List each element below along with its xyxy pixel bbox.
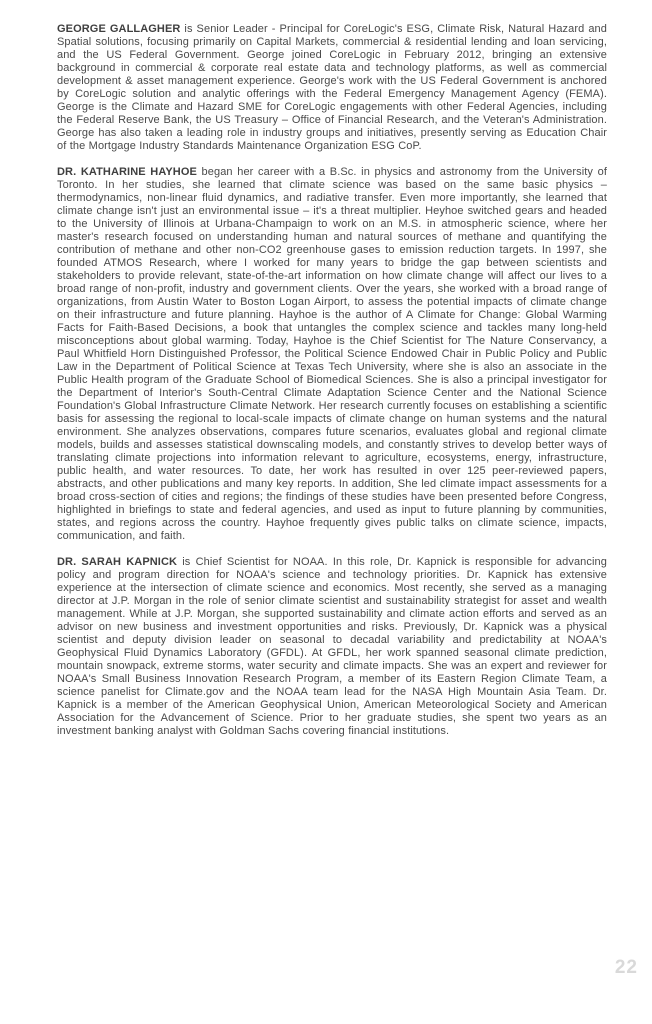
bio-name-george-gallagher: GEORGE GALLAGHER xyxy=(57,23,181,35)
bio-body-sarah-kapnick: is Chief Scientist for NOAA. In this role, Dr. Kapnick is responsible for advancing policy and program direction for NOAA's science and technology priorities. Dr. Kapnick has extensive experience at the intersection of climate science and economics. Most recently, she served as a managing director at J.P. Morgan in the role of senior climate scientist and sustainability strategist for asset and wealth management. While at J.P. Morgan, she supported sustainability and climate action efforts and served as an advisor on new business and investment opportunities and risks. Previously, Dr. Kapnick was a physical scientist and deputy division leader on seasonal to decadal variability and predictability at NOAA's Geophysical Fluid Dynamics Laboratory (GFDL). At GFDL, her work spanned seasonal climate prediction, mountain snowpack, extreme storms, water security and climate impacts. She was an expert and reviewer for NOAA's Small Business Innovation Research Program, a member of its Eastern Region Climate Team, a science panelist for Climate.gov and the NOAA team lead for the NASA High Mountain Asia Team. Dr. Kapnick is a member of the American Geophysical Union, American Meteorological Society and American Association for the Advancement of Science. Prior to her graduate studies, she spent two years as an investment banking analyst with Goldman Sachs covering financial institutions. xyxy=(57,556,607,737)
bio-body-katharine-hayhoe: began her career with a B.Sc. in physics and astronomy from the University of Toronto. In her studies, she learned that climate science was based on the same basic physics – thermodynamics, non-linear fluid dynamics, and radiative transfer. Even more importantly, she learned that climate change isn't just an environmental issue – it's a threat multiplier. Heyhoe switched gears and headed to the University of Illinois at Urbana-Champaign to work on an M.S. in atmospheric science, where her master's research focused on understanding human and natural sources of methane and quantifying the contribution of methane and other non-CO2 greenhouse gases to emission reduction targets. In 1997, she founded ATMOS Research, where I worked for many years to bridge the gap between scientists and stakeholders to provide relevant, state-of-the-art information on how climate change will affect our lives to a broad range of non-profit, industry and government clients. Over the years, she worked with a broad range of organizations, from Austin Water to Boston Logan Airport, to assess the potential impacts of climate change on their infrastructure and future planning. Hayhoe is the author of A Climate for Change: Global Warming Facts for Faith-Based Decisions, a book that untangles the complex science and tackles many long-held misconceptions about global warming. Today, Hayhoe is the Chief Scientist for The Nature Conservancy, a Paul Whitfield Horn Distinguished Professor, the Political Science Endowed Chair in Public Policy and Public Law in the Department of Political Science at Texas Tech University, where she is also an associate in the Public Health program of the Graduate School of Biomedical Sciences. She is also a principal investigator for the Department of Interior's South-Central Climate Adaptation Science Center and the National Science Foundation's Global Infrastructure Climate Network. Her research currently focuses on establishing a scientific basis for assessing the regional to local-scale impacts of climate change on human systems and the natural environment. She analyzes observations, compares future scenarios, evaluates global and regional climate models, builds and assesses statistical downscaling models, and constantly strives to develop better ways of translating climate projections into information relevant to agriculture, ecosystems, energy, infrastructure, public health, and water resources. To date, her work has resulted in over 125 peer-reviewed papers, abstracts, and other publications and many key reports. In addition, She led climate impact assessments for a broad cross-section of cities and regions; the findings of these studies have been presented before Congress, highlighted in briefings to state and federal agencies, and used as input to future planning by communities, states, and regions across the country. Hayhoe frequently gives public talks on climate science, impacts, communication, and faith. xyxy=(57,166,608,542)
bio-paragraph-katharine-hayhoe xyxy=(57,166,607,543)
bio-body-george-gallagher: is Senior Leader - Principal for CoreLogic's ESG, Climate Risk, Natural Hazard and Spatial solutions, focusing primarily on Capital Markets, commercial & residential lending and loan servicing, and the US Federal Government. George joined CoreLogic in February 2012, bringing an extensive background in commercial & corporate real estate data and technology platforms, as well as commercial development & asset management experience. George's work with the US Federal Government is anchored by CoreLogic solution and analytic offerings with the Federal Emergency Management Agency (FEMA). George is the Climate and Hazard SME for CoreLogic engagements with other Federal Agencies, including the Federal Reserve Bank, the US Treasury – Office of Financial Research, and the Veteran's Administration. George has also taken a leading role in industry groups and initiatives, presently serving as Education Chair of the Mortgage Industry Standards Maintenance Organization ESG CoP. xyxy=(57,23,607,152)
bio-name-katharine-hayhoe: DR. KATHARINE HAYHOE xyxy=(57,166,197,178)
bio-paragraph-george-gallagher xyxy=(57,23,607,153)
page-number: 22 xyxy=(614,957,638,978)
bio-name-sarah-kapnick: DR. SARAH KAPNICK xyxy=(57,556,178,568)
bio-text-block xyxy=(57,23,607,751)
bio-paragraph-sarah-kapnick xyxy=(57,556,607,738)
